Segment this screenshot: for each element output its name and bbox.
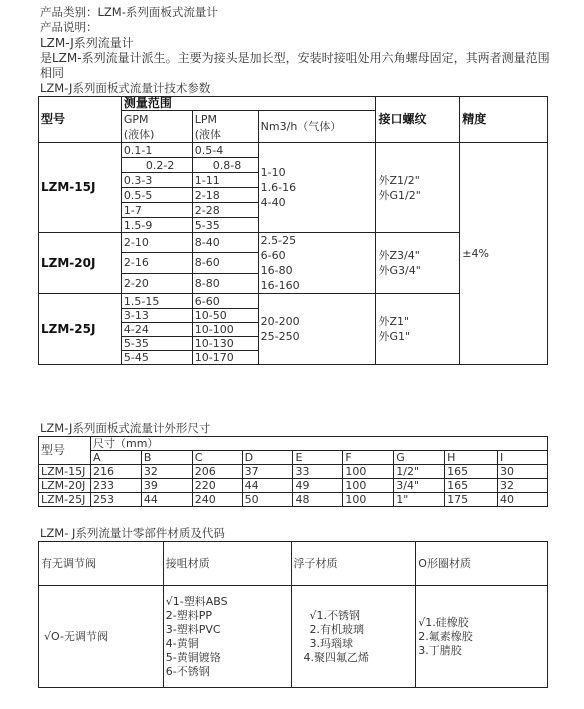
dim-col-e: E <box>293 451 343 465</box>
parts-head-valve: 有无调节阀 <box>39 542 164 586</box>
spec-head-range: 测量范围 <box>121 97 376 111</box>
spec-thread-15j: 外Z1/2" 外G1/2" <box>376 143 460 233</box>
dim-cell: 1/2" <box>394 465 445 479</box>
dim-cell: 1" <box>394 493 445 507</box>
dim-model: LZM-25J <box>39 493 91 507</box>
dim-col-b: B <box>141 451 192 465</box>
dim-col-headers <box>39 451 548 465</box>
spec-lpm: 0.5-4 <box>192 143 258 158</box>
spec-gpm: 2-10 <box>121 233 192 253</box>
spec-lpm: 2-28 <box>192 203 258 218</box>
dim-cell: 240 <box>192 493 242 507</box>
dim-cell: 39 <box>141 479 192 493</box>
dim-cell: 40 <box>498 493 548 507</box>
spec-head-gpm: GPM (液体) <box>121 111 192 143</box>
spec-head-lpm: LPM (液体 <box>192 111 258 143</box>
table-row <box>39 493 548 507</box>
spec-lpm: 2-18 <box>192 188 258 203</box>
parts-head-float: 浮子材质 <box>291 542 416 586</box>
spec-gpm: 1.5-9 <box>121 218 192 233</box>
spec-lpm: 1-11 <box>192 173 258 188</box>
dim-col-h: H <box>445 451 498 465</box>
product-category: 产品类别：LZM-系列面板式流量计 <box>40 5 218 19</box>
dim-table-caption: LZM-J系列面板式流量计外形尺寸 <box>40 421 211 435</box>
spec-gas-20j: 2.5-25 6-60 16-80 16-160 <box>258 233 376 294</box>
spec-gpm: 4-24 <box>121 323 192 337</box>
dim-cell: 253 <box>90 493 141 507</box>
spec-lpm: 10-170 <box>192 351 258 365</box>
spec-gpm: 3-13 <box>121 309 192 323</box>
dim-col-f: F <box>343 451 394 465</box>
dim-cell: 220 <box>192 479 242 493</box>
dim-cell: 206 <box>192 465 242 479</box>
spec-gpm: 5-45 <box>121 351 192 365</box>
spec-gpm: 2-16 <box>121 253 192 273</box>
dim-cell: 100 <box>343 465 394 479</box>
parts-table <box>38 541 548 688</box>
parts-head-oring: O形圈材质 <box>416 542 548 586</box>
parts-oring-list: √1.硅橡胶 2.氟素橡胶 3.丁腈胶 <box>416 586 548 688</box>
dim-cell: 37 <box>242 465 293 479</box>
parts-float-list: √1.不锈钢 2.有机玻璃 3.玛瑙球 4.聚四氟乙烯 <box>291 586 416 688</box>
spec-lpm: 5-35 <box>192 218 258 233</box>
dim-cell: 30 <box>498 465 548 479</box>
spec-gpm: 0.3-3 <box>121 173 192 188</box>
spec-gpm: 0.1-1 <box>121 143 192 158</box>
description-label: 产品说明： <box>40 20 98 34</box>
spec-lpm: 10-100 <box>192 323 258 337</box>
parts-nozzle-list: √1-塑料ABS 2-塑料PP 3-塑料PVC 4-黄铜 5-黄铜镀铬 6-不锈钢 <box>163 586 291 688</box>
dim-cell: 32 <box>141 465 192 479</box>
parts-table-caption: LZM- J系列流量计零部件材质及代码 <box>40 526 225 540</box>
spec-lpm: 8-60 <box>192 253 258 273</box>
spec-gas-25j: 20-200 25-250 <box>258 294 376 365</box>
dim-head-model: 型号 <box>39 437 91 465</box>
spec-head-model: 型号 <box>39 97 122 143</box>
dim-cell: 165 <box>445 465 498 479</box>
spec-model-25j: LZM-25J <box>39 294 122 365</box>
dim-cell: 216 <box>90 465 141 479</box>
spec-head-thread: 接口螺纹 <box>376 97 460 143</box>
dim-cell: 175 <box>445 493 498 507</box>
spec-gpm: 5-35 <box>121 337 192 351</box>
dim-table <box>38 436 548 507</box>
dim-model: LZM-15J <box>39 465 91 479</box>
spec-gpm: 1-7 <box>121 203 192 218</box>
spec-lpm: 8-80 <box>192 273 258 293</box>
spec-gpm: 2-20 <box>121 273 192 293</box>
dim-col-g: G <box>394 451 445 465</box>
dim-col-d: D <box>242 451 293 465</box>
spec-table <box>38 96 548 365</box>
spec-thread-20j: 外Z3/4" 外G3/4" <box>376 233 460 294</box>
spec-gpm: 0.2-2 <box>121 158 192 173</box>
dim-col-c: C <box>192 451 242 465</box>
dim-cell: 44 <box>242 479 293 493</box>
dim-model: LZM-20J <box>39 479 91 493</box>
dim-cell: 233 <box>90 479 141 493</box>
dim-col-i: I <box>498 451 548 465</box>
description-line-1: 是LZM-系列流量计派生。主要为接头是加长型，安装时接咀处用六角螺母固定，其两者测量范围 <box>40 51 550 65</box>
spec-lpm: 10-50 <box>192 309 258 323</box>
spec-table-caption: LZM-J系列面板式流量计技术参数 <box>40 81 211 95</box>
dim-cell: 49 <box>293 479 343 493</box>
dim-col-a: A <box>90 451 141 465</box>
spec-gpm: 0.5-5 <box>121 188 192 203</box>
dim-cell: 33 <box>293 465 343 479</box>
dim-cell: 100 <box>343 479 394 493</box>
spec-lpm: 8-40 <box>192 233 258 253</box>
spec-gas-15j: 1-10 1.6-16 4-40 <box>258 143 376 233</box>
dim-head-size: 尺寸（mm） <box>90 437 547 451</box>
dim-cell: 165 <box>445 479 498 493</box>
spec-thread-25j: 外Z1" 外G1" <box>376 294 460 365</box>
spec-gpm: 1.5-15 <box>121 294 192 309</box>
product-name: LZM-J系列流量计 <box>40 36 134 50</box>
dim-cell: 100 <box>343 493 394 507</box>
dim-cell: 48 <box>293 493 343 507</box>
dim-cell: 3/4" <box>394 479 445 493</box>
spec-lpm: 0.8-8 <box>192 158 258 173</box>
table-row <box>39 479 548 493</box>
table-row <box>39 465 548 479</box>
parts-valve: √O-无调节阀 <box>39 586 164 688</box>
spec-lpm: 6-60 <box>192 294 258 309</box>
dim-cell: 50 <box>242 493 293 507</box>
spec-model-15j: LZM-15J <box>39 143 122 233</box>
spec-model-20j: LZM-20J <box>39 233 122 294</box>
spec-lpm: 10-130 <box>192 337 258 351</box>
parts-head-nozzle: 接咀材质 <box>163 542 291 586</box>
dim-cell: 32 <box>498 479 548 493</box>
spec-head-accuracy: 精度 <box>460 97 548 143</box>
spec-accuracy: ±4% <box>460 143 548 365</box>
spec-head-gas: Nm3/h（气体） <box>258 111 376 143</box>
description-line-2: 相同 <box>40 66 65 80</box>
dim-cell: 44 <box>141 493 192 507</box>
